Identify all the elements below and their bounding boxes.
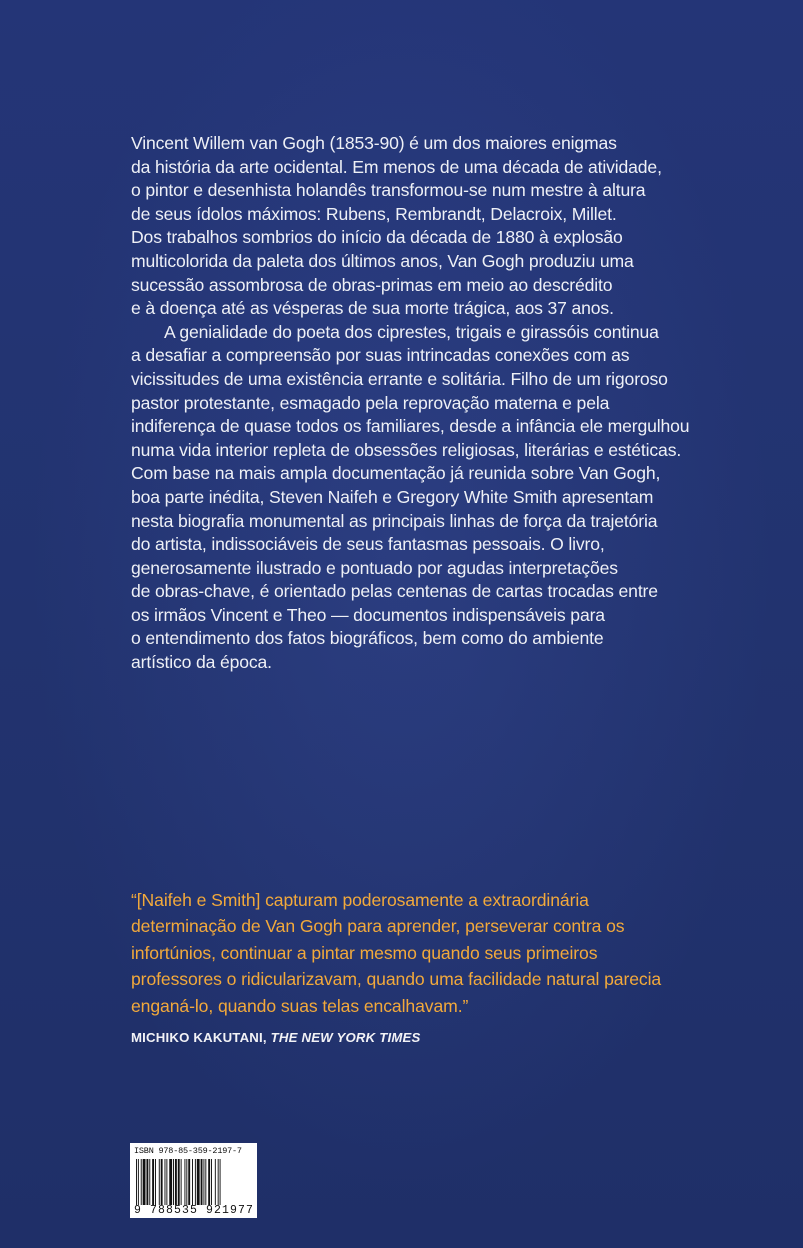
quote-attribution [131, 1030, 421, 1045]
barcode-bar [155, 1159, 156, 1205]
barcode-bar [208, 1159, 210, 1205]
barcode-bar [215, 1159, 216, 1205]
barcode-bar [138, 1159, 139, 1205]
barcode-bar [152, 1159, 154, 1205]
barcode-bar [203, 1159, 204, 1205]
barcode-bar [188, 1159, 190, 1205]
synopsis-line: vicissitudes de uma existência errante e solitária. Filho de um rigoroso [131, 368, 668, 389]
synopsis-line: artístico da época. [131, 652, 272, 673]
ean-digits: 9 788535 921977 [134, 1204, 255, 1217]
barcode-bar [169, 1159, 172, 1205]
barcode-bar [186, 1159, 187, 1205]
barcode-bar [136, 1159, 137, 1205]
synopsis-line: e à doença até as vésperas de sua morte trágica, aos 37 anos. [131, 298, 614, 319]
synopsis-line: generosamente ilustrado e pontuado por agudas interpretações [131, 557, 618, 578]
attribution-author: MICHIKO KAKUTANI, [131, 1030, 267, 1045]
synopsis-line: os irmãos Vincent e Theo — documentos indispensáveis para [131, 604, 605, 625]
quote-line: determinação de Van Gogh para aprender, perseverar contra os [131, 916, 625, 937]
isbn-label: ISBN 978-85-359-2197-7 [134, 1146, 242, 1156]
synopsis-line: da história da arte ocidental. Em menos de uma década de atividade, [131, 156, 662, 177]
barcode-bar [175, 1159, 177, 1205]
synopsis-line: sucessão assombrosa de obras-primas em meio ao descrédito [131, 274, 613, 295]
synopsis-line: o pintor e desenhista holandês transformou-se num mestre à altura [131, 180, 646, 201]
barcode-bar [192, 1159, 193, 1205]
barcode-bar [159, 1159, 160, 1205]
synopsis-text [131, 132, 771, 675]
synopsis-line: de obras-chave, é orientado pelas centenas de cartas trocadas entre [131, 581, 658, 602]
synopsis-line: do artista, indissociáveis de seus fantasmas pessoais. O livro, [131, 534, 605, 555]
synopsis-line: Dos trabalhos sombrios do início da década de 1880 à explosão [131, 227, 623, 248]
barcode-bar [195, 1159, 196, 1205]
barcode-bar [178, 1159, 180, 1205]
synopsis-line: o entendimento dos fatos biográficos, bem como do ambiente [131, 628, 604, 649]
barcode-bar [165, 1159, 166, 1205]
isbn-barcode [130, 1143, 257, 1218]
quote-line: “[Naifeh e Smith] capturam poderosamente a extraordinária [131, 890, 589, 910]
synopsis-line: multicolorida da paleta dos últimos anos, Van Gogh produziu uma [131, 250, 634, 271]
barcode-bar [211, 1159, 212, 1205]
barcode-bar [220, 1159, 221, 1205]
barcode-bar [146, 1159, 148, 1205]
barcode-bar [149, 1159, 150, 1205]
barcode-bar [141, 1159, 142, 1205]
quote-line: professores o ridicularizavam, quando uma facilidade natural parecia [131, 969, 662, 990]
barcode-bar [218, 1159, 219, 1205]
synopsis-line: nesta biografia monumental as principais linhas de força da trajetória [131, 510, 658, 531]
quote-line: enganá-lo, quando suas telas encalhavam.” [131, 995, 469, 1016]
barcode-bar [166, 1159, 167, 1205]
synopsis-line: boa parte inédita, Steven Naifeh e Gregory White Smith apresentam [131, 486, 654, 507]
synopsis-line: indiferença de quase todos os familiares, desde a infância ele mergulhou [131, 416, 690, 437]
quote-line: infortúnios, continuar a pintar mesmo quando seus primeiros [131, 942, 598, 963]
synopsis-line: A genialidade do poeta dos ciprestes, trigais e girassóis continua [164, 321, 659, 342]
review-quote [131, 887, 751, 1019]
attribution-publication: THE NEW YORK TIMES [270, 1030, 421, 1045]
barcode-bar [205, 1159, 206, 1205]
barcode-bar [181, 1159, 182, 1205]
synopsis-line: a desafiar a compreensão por suas intrincadas conexões com as [131, 345, 630, 366]
synopsis-line: Com base na mais ampla documentação já reunida sobre Van Gogh, [131, 463, 661, 484]
barcode-bar [143, 1159, 146, 1205]
synopsis-line: numa vida interior repleta de obsessões religiosas, literárias e estéticas. [131, 439, 682, 460]
barcode-bar [201, 1159, 203, 1205]
barcode-bar [173, 1159, 174, 1205]
synopsis-line: Vincent Willem van Gogh (1853-90) é um dos maiores enigmas [131, 133, 617, 153]
barcode-bar [161, 1159, 163, 1205]
synopsis-line: pastor protestante, esmagado pela reprovação materna e pela [131, 392, 610, 413]
barcode-bar [197, 1159, 200, 1205]
barcode-bars [134, 1159, 253, 1205]
synopsis-line: de seus ídolos máximos: Rubens, Rembrandt, Delacroix, Millet. [131, 203, 617, 224]
barcode-bar [184, 1159, 185, 1205]
